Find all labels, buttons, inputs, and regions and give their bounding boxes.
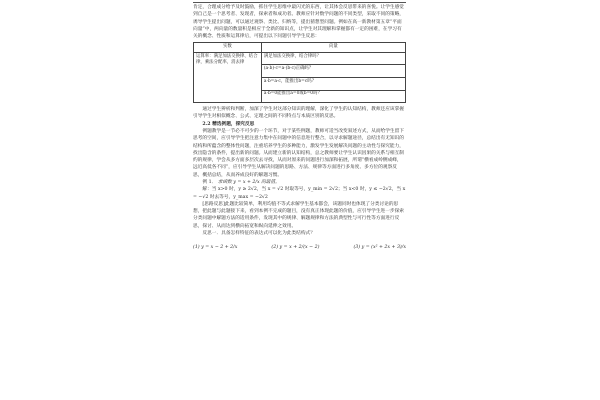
section-heading: 2.2 精选例题，探究反思 (202, 121, 255, 127)
table-cell-real-laws: 运算率：满足加法交换律、结合律，乘法分配率，消去律 (194, 52, 262, 102)
table-question-3: a·b=a·c，能推出b=c吗？ (261, 78, 405, 91)
paragraph-vector-intro: 肯定，合理成分给予及时鼓励，抓住学生思维中最闪光的东西，让其体会反思带来的喜悦。让学生感觉到自己是一个思考者、发现者，探索者和成功者。教师应针对数学问题的不同类型，采取不同的策略，诱导学生提出问题，可以通过观察、类比、归纳等，提出猜想型问题。例如在高一新教材第五章“平面向量”中，两向量的数量积是相应于全新的知识点，让学生对其理解和掌握都有一定的困难，在学习有关的概念、性质和运算律后，可提出以下问题引导学生反思： (193, 5, 404, 40)
table-header-real: 实数 (194, 43, 262, 52)
example-label: 例 1． (202, 180, 217, 186)
solution-text: 解：当 x>0 时，y ≥ 2√2，当 x = √2 时取等号，y_min = 2√2；当 x<0 时，y ≤ −2√2，当 x = −√2 时去等号，y_max = −2√2 (193, 187, 406, 200)
table-header-vector: 向量 (261, 43, 405, 52)
example-1 (193, 179, 406, 186)
comparison-table (193, 42, 406, 103)
paragraph-reflection: 通过学生辨析和判断，加深了学生对这部分知识的理解，深化了学生的认知结构，教师还应该掌握引导学生对相似概念、公式、定理之间的不同特点与本质区别的反思。 (193, 107, 404, 120)
document-body (193, 2, 406, 252)
table-question-1: 满足加法交换律，结合律吗？ (261, 52, 405, 65)
top-rule (193, 2, 406, 3)
reflect-question: 反思一．具备怎样特征的表达式可以化为此类结构式？ (202, 230, 315, 236)
option-3: (3) y = (x² + 2x + 3)/x (353, 245, 406, 251)
table-question-2: (a·b)·c=a·(b·c)正确吗？ (261, 65, 405, 78)
option-1: (1) y = x − 2 + 2/x (193, 245, 238, 251)
table-question-4: a·b=0能推出a=0或b=0吗？ (261, 90, 405, 103)
paragraph-example-teaching: 例题教学是一节必不可少的一个环节，对于某些例题，教师可适当改变叙述方式，从而给学生留下思考的空间，应引导学生把注意力集中在问题中的信息进行整合，以寻求解题途径，总结出有无知识的结构和所蕴含的整体性问题，注重培养学生的多种能力，激发学生发展解决问题的主动性与探究能力，找出隐含的条件，提出新的问题。从而建立新的认知结构，总之教师要让学生认识因果的关系与相互制约的规律，学会从多方面多层次去寻找，从而对原来的问题进行加深和拓展，所谓“横看成岭侧成峰，远近高低各不同”，应引导学生从解决问题的思路、方法、规律等方面进行多角度、多方位的观察反思，概括总结，从而养成良好的解题习惯。 (193, 129, 404, 178)
option-2: (2) y = x + 2/(x − 2) (271, 245, 320, 251)
example-text: 求函数 y = x + 2/x 的最值。 (217, 180, 280, 186)
option-list (193, 244, 406, 251)
comment-paragraph: [思路反思]此题比较简单，利用均值不等式求解学生基本都会，该题同时也体现了分类讨论的思想，把此题与此题接下来，看到本例不完成的题目，没有真正体现此题的价值，应引导学生进一步探索分类问题中解题方法的适用条件，发现其中的规律、解题规律和方法的典型性与可行性等方面进行反思，探讨、从而达到横向拓宽和纵向延伸之效用。 (193, 201, 404, 229)
